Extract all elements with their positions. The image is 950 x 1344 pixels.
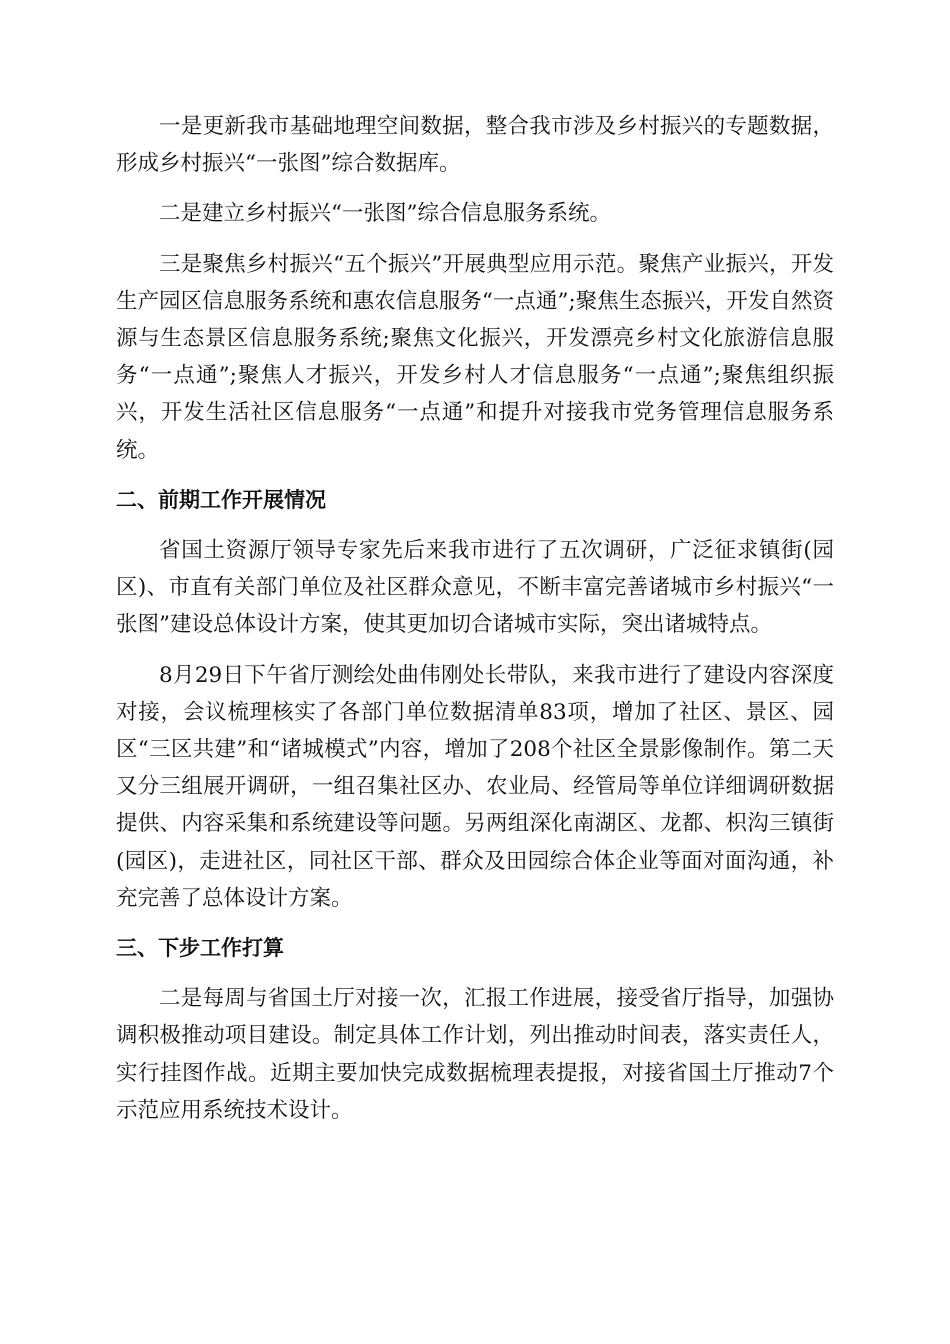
- document-page: [116, 108, 834, 1129]
- paragraph-service-system: 二是建立乡村振兴“一张图”综合信息服务系统。: [159, 201, 611, 227]
- paragraph-five-revitalizations: 三是聚焦乡村振兴“五个振兴”开展典型应用示范。聚焦产业振兴，开发生产园区信息服务系统和惠农信息服务“一点通”;聚焦生态振兴，开发自然资源与生态景区信息服务系统;聚焦文化振兴，开发漂亮乡村文化旅游信息服务“一点通”;聚焦人才振兴，开发乡村人才信息服务“一点通”;聚焦组织振兴，开发生活社区信息服务“一点通”和提升对接我市党务管理信息服务系统。: [116, 251, 834, 463]
- paragraph-weekly-coordination: 二是每周与省国土厅对接一次，汇报工作进展，接受省厅指导，加强协调积极推动项目建设。制定具体工作计划，列出推动时间表，落实责任人，实行挂图作战。近期主要加快完成数据梳理表提报，对接省国土厅推动7个示范应用系统技术设计。: [116, 986, 834, 1123]
- paragraph-august-meeting: 8月29日下午省厅测绘处曲伟刚处长带队，来我市进行了建设内容深度对接，会议梳理核实了各部门单位数据清单83项，增加了社区、景区、园区“三区共建”和“诸城模式”内容，增加了208个社区全景影像制作。第二天又分三组展开调研，一组召集社区办、农业局、经管局等单位详细调研数据提供、内容采集和系统建设等问题。另两组深化南湖区、龙都、枳沟三镇街(园区)，走进社区，同社区干部、群众及田园综合体企业等面对面沟通，补充完善了总体设计方案。: [116, 662, 834, 911]
- paragraph-research-visits: 省国土资源厅领导专家先后来我市进行了五次调研，广泛征求镇街(园区)、市直有关部门单位及社区群众意见，不断丰富完善诸城市乡村振兴“一张图”建设总体设计方案，使其更加切合诸城市实际，突出诸城特点。: [116, 538, 834, 638]
- section-heading-preliminary-work: 二、前期工作开展情况: [116, 487, 326, 512]
- section-heading-next-steps: 三、下步工作打算: [116, 936, 284, 961]
- paragraph-data-update: 一是更新我市基础地理空间数据，整合我市涉及乡村振兴的专题数据，形成乡村振兴“一张图”综合数据库。: [116, 114, 834, 177]
